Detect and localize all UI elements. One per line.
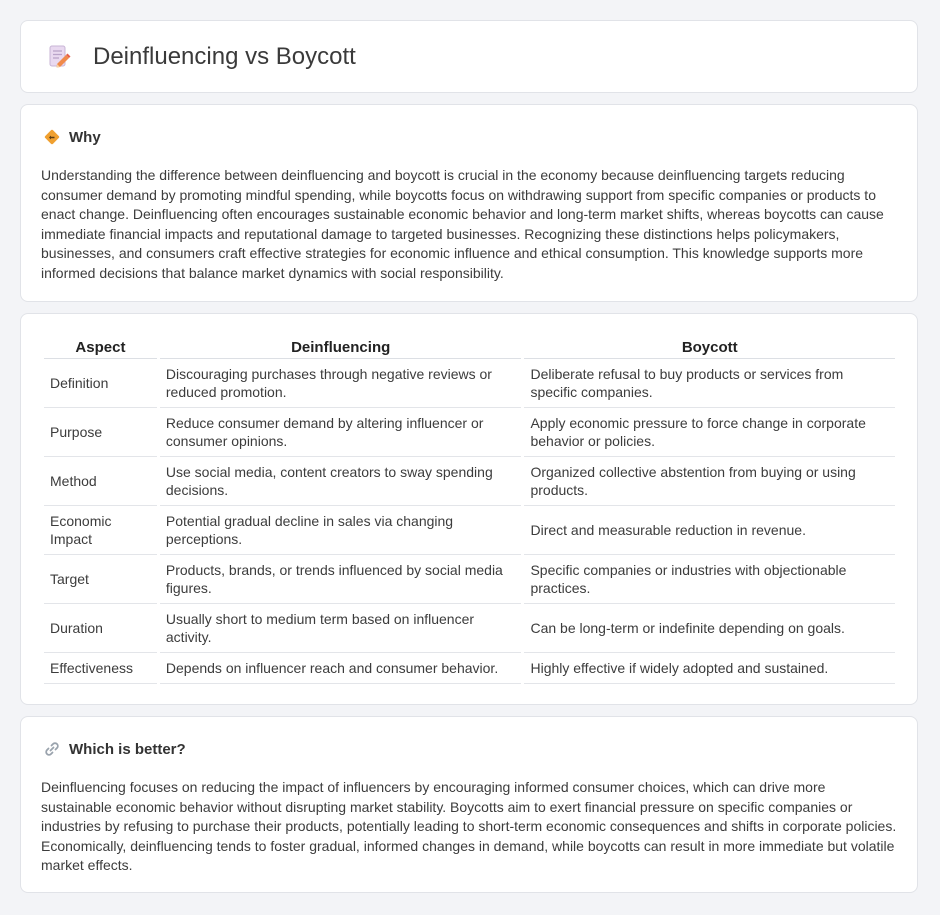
why-paragraph: Understanding the difference between deinfluencing and boycott is crucial in the economy because deinfluencing targets reducing consumer demand by promoting mindful spending, while boycotts focus on withdrawing support from specific companies or products to enact change. Deinfluencing often encourages sustainable economic behavior and long-term market shifts, whereas boycotts can cause immediate financial impacts and reputational damage to targeted businesses. Recognizing these distinctions helps policymakers, businesses, and consumers craft effective strategies for economic influence and ethical consumption. This knowledge supports more informed decisions that balance market dynamics with social responsibility.	[41, 167, 884, 281]
column-header-aspect: Aspect	[44, 336, 157, 359]
why-heading-row	[43, 128, 101, 146]
table-row	[44, 653, 895, 684]
table-row	[44, 408, 895, 457]
table-cell-aspect: Effectiveness	[44, 653, 157, 684]
better-heading-row	[43, 740, 186, 758]
table-cell-aspect: Duration	[44, 604, 157, 653]
table-cell-aspect: Target	[44, 555, 157, 604]
comparison-table-card	[20, 313, 918, 705]
table-row	[44, 604, 895, 653]
better-paragraph: Deinfluencing focuses on reducing the impact of influencers by encouraging informed consumer choices, which can drive more sustainable economic behavior without disrupting market stability. Boycotts aim to exert financial pressure on specific companies or industries by refusing to purchase their products, potentially leading to short-term economic consequences and shifts in corporate policies. Economically, deinfluencing tends to foster gradual, informed changes in demand, while boycotts can result in more immediate but volatile market effects.	[41, 779, 897, 873]
table-cell-boycott: Highly effective if widely adopted and sustained.	[524, 653, 895, 684]
table-cell-boycott: Can be long-term or indefinite depending on goals.	[524, 604, 895, 653]
table-row	[44, 506, 895, 555]
header-row	[46, 43, 356, 71]
table-cell-boycott: Direct and measurable reduction in revenue.	[524, 506, 895, 555]
table-row	[44, 457, 895, 506]
header-card	[20, 20, 918, 93]
diamond-sign-icon	[43, 128, 61, 146]
table-cell-boycott: Deliberate refusal to buy products or services from specific companies.	[524, 359, 895, 408]
which-is-better-card	[20, 716, 918, 893]
table-cell-aspect: Purpose	[44, 408, 157, 457]
table-cell-aspect: Definition	[44, 359, 157, 408]
table-cell-aspect: Economic Impact	[44, 506, 157, 555]
why-card	[20, 104, 918, 302]
table-row	[44, 555, 895, 604]
table-cell-deinfluencing: Potential gradual decline in sales via changing perceptions.	[160, 506, 522, 555]
page-title: Deinfluencing vs Boycott	[93, 43, 356, 70]
table-cell-boycott: Specific companies or industries with objectionable practices.	[524, 555, 895, 604]
better-heading: Which is better?	[69, 740, 186, 758]
table-row	[44, 359, 895, 408]
table-cell-deinfluencing: Use social media, content creators to sway spending decisions.	[160, 457, 522, 506]
comparison-table	[41, 336, 898, 684]
why-heading: Why	[69, 128, 101, 146]
table-cell-deinfluencing: Reduce consumer demand by altering influencer or consumer opinions.	[160, 408, 522, 457]
table-header-row	[44, 336, 895, 359]
table-cell-boycott: Organized collective abstention from buying or using products.	[524, 457, 895, 506]
table-cell-deinfluencing: Depends on influencer reach and consumer behavior.	[160, 653, 522, 684]
table-cell-deinfluencing: Products, brands, or trends influenced by social media figures.	[160, 555, 522, 604]
link-icon	[43, 740, 61, 758]
table-cell-deinfluencing: Usually short to medium term based on influencer activity.	[160, 604, 522, 653]
column-header-boycott: Boycott	[524, 336, 895, 359]
table-cell-aspect: Method	[44, 457, 157, 506]
document-pencil-icon	[46, 44, 72, 70]
column-header-deinfluencing: Deinfluencing	[160, 336, 522, 359]
table-cell-boycott: Apply economic pressure to force change in corporate behavior or policies.	[524, 408, 895, 457]
table-cell-deinfluencing: Discouraging purchases through negative reviews or reduced promotion.	[160, 359, 522, 408]
